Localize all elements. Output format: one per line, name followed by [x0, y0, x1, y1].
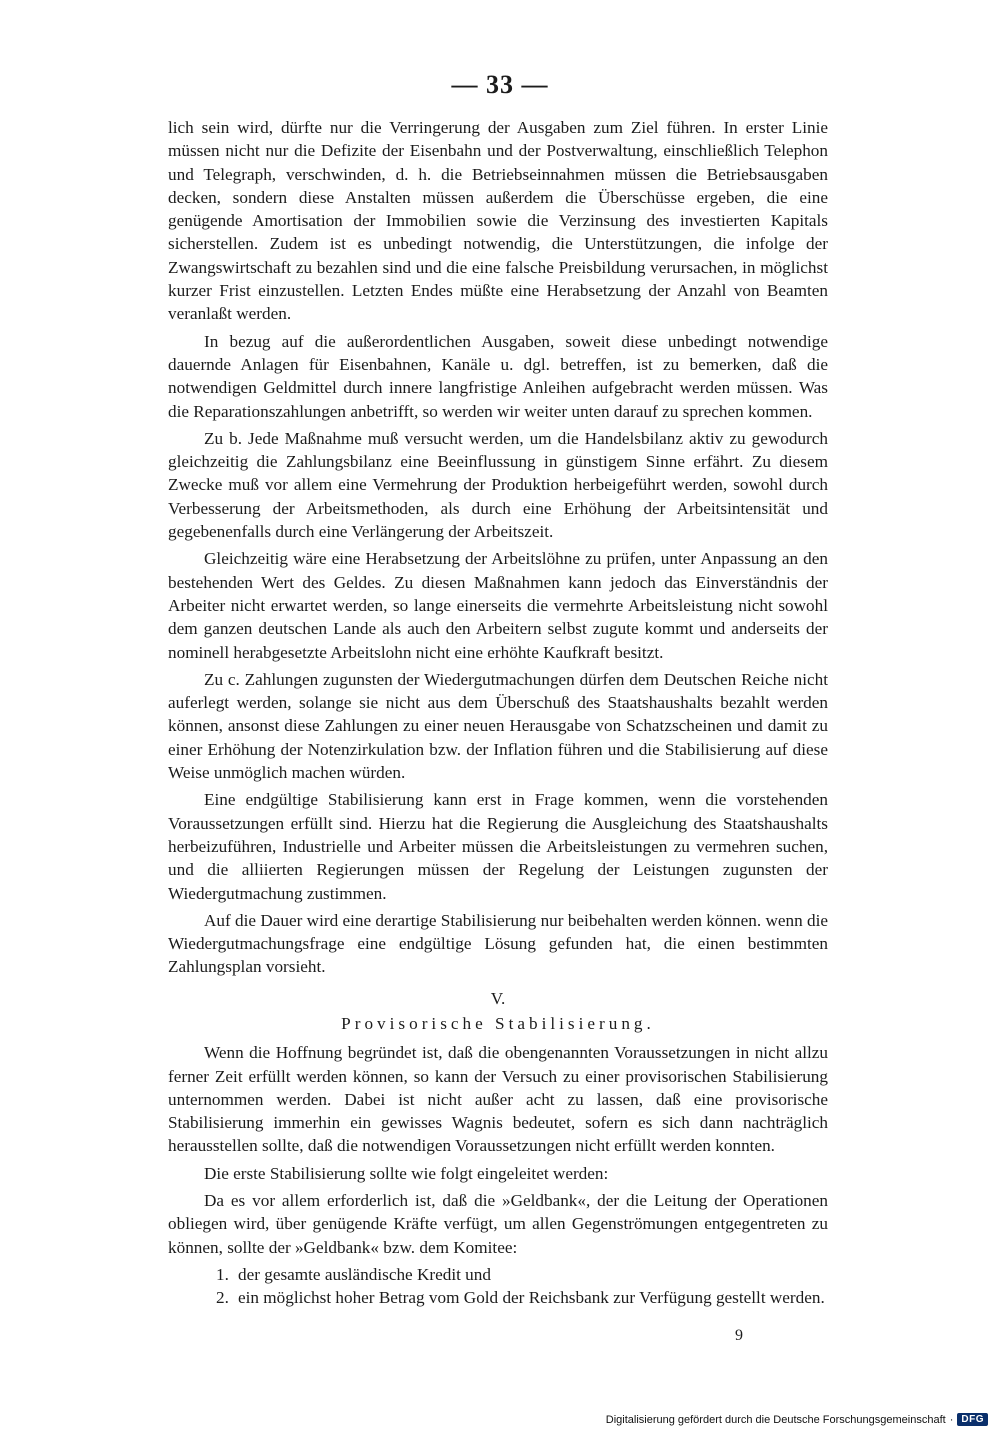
- dfg-logo-icon: DFG: [957, 1413, 988, 1426]
- paragraph: Die erste Stabilisierung sollte wie folgt eingeleitet werden:: [204, 1163, 609, 1183]
- list-item: [168, 1286, 828, 1309]
- section-title: Provisorische Stabilisierung.: [341, 1013, 655, 1033]
- digitization-footer: Digitalisierung gefördert durch die Deutsche Forschungsgemeinschaft · DFG: [606, 1413, 988, 1426]
- page-number: — 33 —: [451, 70, 549, 99]
- paragraph: Eine endgültige Stabilisierung kann erst in Frage kommen, wenn die vorstehenden Voraussetzungen erfüllt sind. Hierzu hat die Regierung die Ausgleichung des Staatshaushalts herbeizuführen, Industrielle und Arbeiter müssen die Arbeitsleistungen zu vermehren suchen, und die alliierten Regierungen müssen der Regelung der Leistungen zugunsten der Wiedergutmachung zustimmen.: [168, 790, 828, 903]
- paragraph: In bezug auf die außerordentlichen Ausgaben, soweit diese unbedingt notwendige dauernde Anlagen für Eisenbahnen, Kanäle u. dgl. betreffen, ist zu bemerken, daß die notwendigen Geldmittel durch innere langfristige Anleihen aufgebracht werden müssen. Was die Reparationszahlungen anbetrifft, so werden wir weiter unten darauf zu sprechen kommen.: [168, 331, 828, 421]
- paragraph: Zu c. Zahlungen zugunsten der Wiedergutmachungen dürfen dem Deutschen Reiche nicht auferlegt werden, solange sie nicht aus dem Überschuß des Staatshaushalts bezahlt werden können, ansonst diese Zahlungen zu einer neuen Herausgabe von Schatzscheinen und damit zu einer Erhöhung der Notenzirkulation bzw. der Inflation führen und die Stabilisierung auf diese Weise unmöglich machen würden.: [168, 669, 828, 783]
- list-item-text: ein möglichst hoher Betrag vom Gold der Reichsbank zur Verfügung gestellt werden.: [238, 1288, 825, 1308]
- paragraph: Zu b. Jede Maßnahme muß versucht werden, um die Handelsbilanz aktiv zu gewodurch gleichzeitig die Zahlungsbilanz eine Beeinflussung in günstigem Sinne erfährt. Zu diesem Zwecke muß vor allem eine Vermehrung der Produktion herbeigeführt werden, sowohl durch Verbesserung der Arbeitsmethoden, als durch eine Erhöhung der Arbeitsintensität und gegebenenfalls durch eine Verlängerung der Arbeitszeit.: [168, 428, 828, 542]
- section-number: V.: [490, 988, 506, 1008]
- document-body: [168, 116, 828, 1310]
- sheet-signature: 9: [735, 1327, 743, 1344]
- paragraph: Wenn die Hoffnung begründet ist, daß die obengenannten Voraussetzungen in nicht allzu ferner Zeit erfüllt werden können, so kann der Versuch zu einer provisorischen Stabilisierung unternommen werden. Dabei ist nicht außer acht zu lassen, daß eine provisorische Stabilisierung immerhin ein gewisses Wagnis bedeutet, sofern es sich dann nachträglich herausstellen sollte, daß die notwendigen Voraussetzungen nicht erfüllt werden konnten.: [168, 1043, 828, 1156]
- footer-text: Digitalisierung gefördert durch die Deutsche Forschungsgemeinschaft: [605, 1413, 946, 1426]
- paragraph: lich sein wird, dürfte nur die Verringerung der Ausgaben zum Ziel führen. In erster Linie müssen nicht nur die Defizite der Eisenbahn und der Postverwaltung, einschließlich Telephon und Telegraph, verschwinden, d. h. die Betriebseinnahmen müssen die Betriebsausgaben decken, sondern diese Anstalten müssen außerdem die Überschüsse ergeben, die eine genügende Amortisation der Immobilien sowie die Verzinsung des investierten Kapitals sicherstellen. Zudem ist es unbedingt notwendig, die Unterstützungen, die infolge der Zwangswirtschaft zu bezahlen sind und die eine falsche Preisbildung verursachen, in möglichst kurzer Frist einzustellen. Letzten Endes müßte eine Herabsetzung der Anzahl von Beamten veranlaßt werden.: [168, 118, 828, 324]
- list-item-text: der gesamte ausländische Kredit und: [238, 1264, 491, 1284]
- list-item-number: 2.: [216, 1288, 229, 1308]
- list-item-number: 1.: [216, 1264, 229, 1284]
- paragraph: Auf die Dauer wird eine derartige Stabilisierung nur beibehalten werden können. wenn die Wiedergutmachungsfrage eine endgültige Lösung gefunden hat, die einen bestimmten Zahlungsplan vorsieht.: [168, 910, 828, 977]
- paragraph: Gleichzeitig wäre eine Herabsetzung der Arbeitslöhne zu prüfen, unter Anpassung an den bestehenden Wert des Geldes. Zu diesen Maßnahmen kann jedoch das Einverständnis der Arbeiter nicht erwartet werden, so lange einerseits die vermehrte Arbeitsleistung nicht sowohl dem ganzen deutschen Lande als auch den Arbeitern selbst zugute kommt und anderseits der nominell herabgesetzte Arbeitslohn nicht eine erhöhte Kaufkraft besitzt.: [168, 549, 828, 662]
- paragraph: Da es vor allem erforderlich ist, daß die »Geldbank«, der die Leitung der Operationen obliegen wird, über genügende Kräfte verfügt, um allen Gegenströmungen entgegentreten zu können, sollte der »Geldbank« bzw. dem Komitee:: [168, 1191, 828, 1257]
- list-item: [168, 1263, 828, 1286]
- numbered-list: [168, 1263, 828, 1310]
